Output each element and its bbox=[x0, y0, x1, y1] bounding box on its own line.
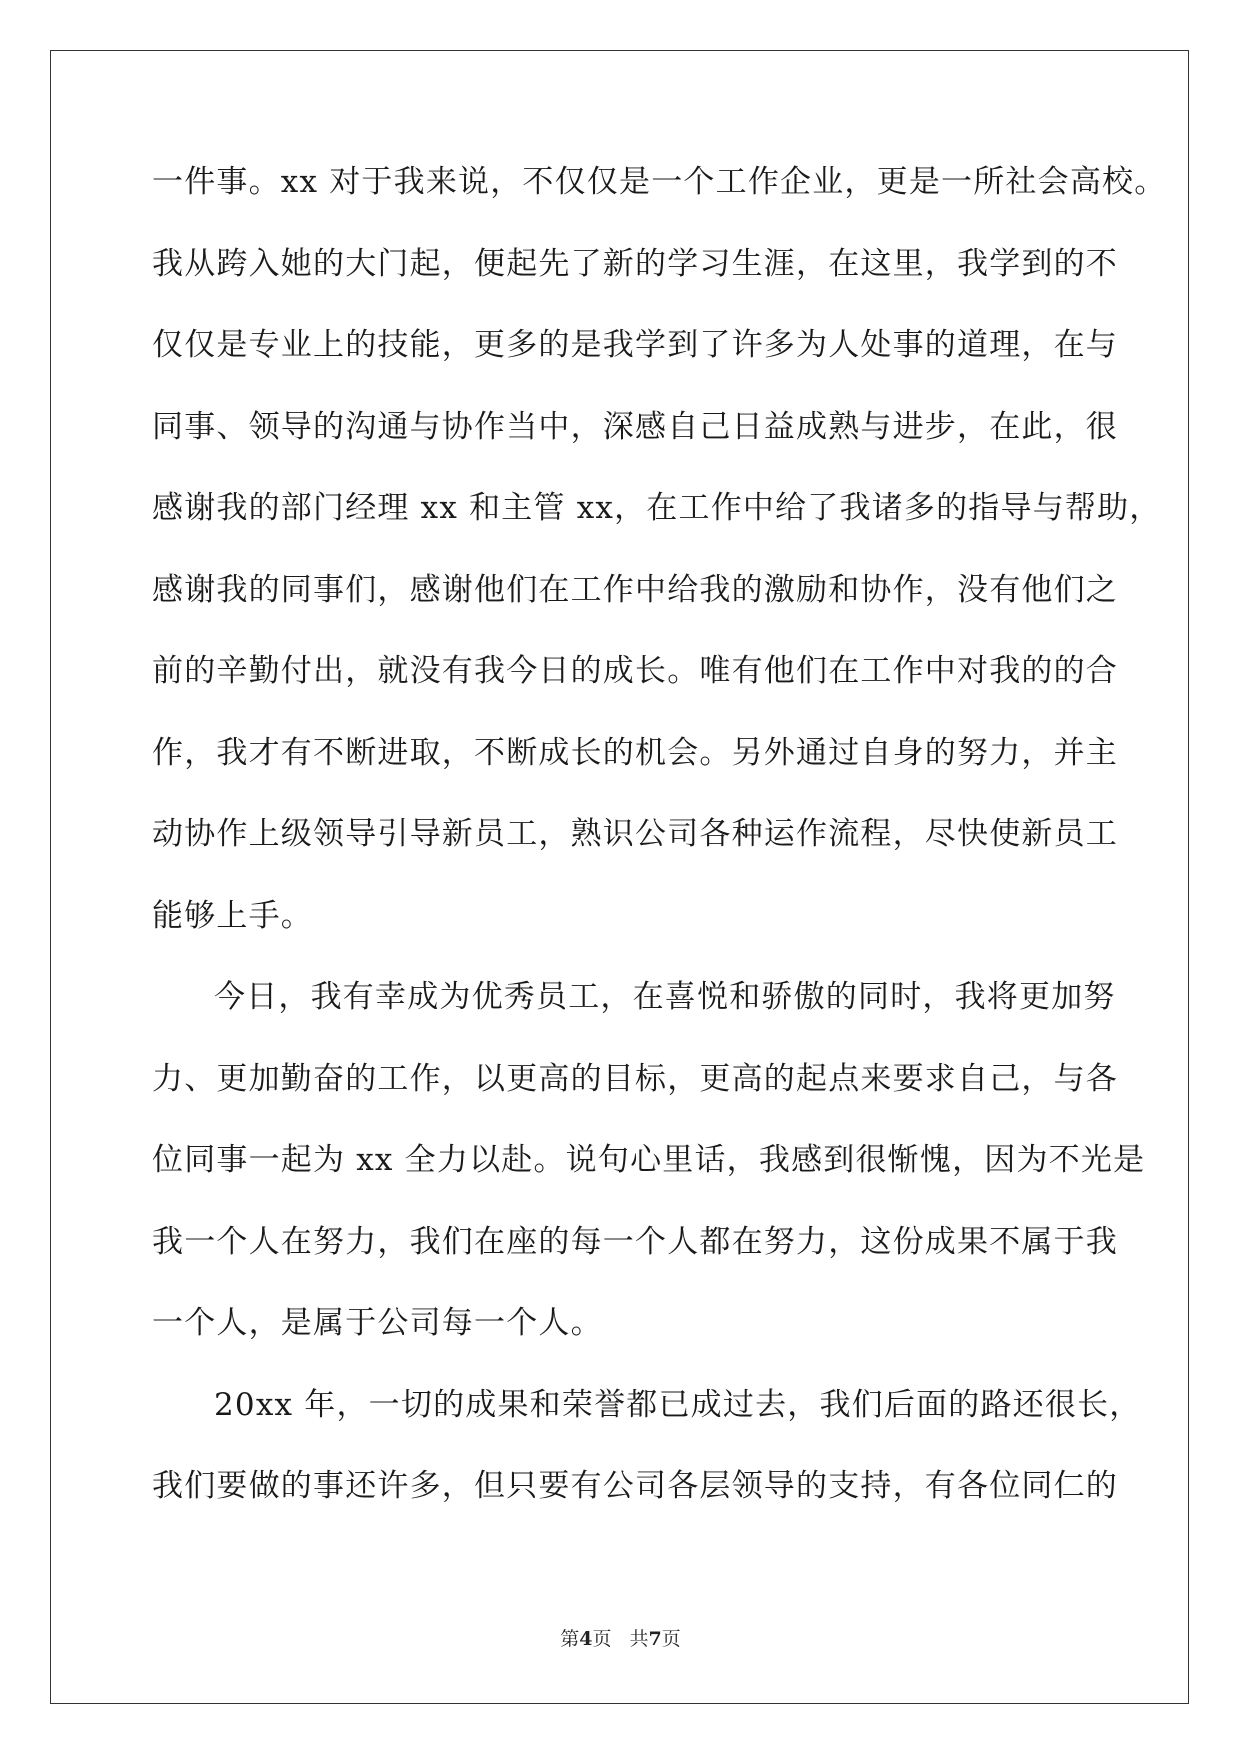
text-line-2: 我从跨入她的大门起，便起先了新的学习生涯，在这里，我学到的不 bbox=[152, 245, 1118, 282]
text-line-4: 同事、领导的沟通与协作当中，深感自己日益成熟与进步，在此，很 bbox=[152, 408, 1118, 445]
text-line-15: 一个人，是属于公司每一个人。 bbox=[152, 1305, 603, 1341]
footer-current-page: 4 bbox=[579, 1628, 593, 1650]
page-footer bbox=[0, 1624, 1241, 1651]
text-line-6: 感谢我的同事们，感谢他们在工作中给我的激励和协作，没有他们之 bbox=[152, 571, 1118, 608]
text-line-9: 动协作上级领导引导新员工，熟识公司各种运作流程，尽快使新员工 bbox=[152, 816, 1118, 852]
footer-total-unit: 页 bbox=[661, 1628, 681, 1650]
text-line-17: 我们要做的事还许多，但只要有公司各层领导的支持，有各位同仁的 bbox=[152, 1468, 1118, 1504]
footer-total-prefix: 共 bbox=[629, 1628, 649, 1650]
footer-total-pages: 7 bbox=[648, 1628, 662, 1650]
text-line-16: 20xx 年，一切的成果和荣誉都已成过去，我们后面的路还很长， bbox=[214, 1386, 1142, 1423]
text-line-11: 今日，我有幸成为优秀员工，在喜悦和骄傲的同时，我将更加努 bbox=[214, 979, 1116, 1015]
footer-prefix: 第 bbox=[560, 1628, 580, 1650]
text-line-14: 我一个人在努力，我们在座的每一个人都在努力，这份成果不属于我 bbox=[152, 1223, 1118, 1260]
text-line-13: 位同事一起为 xx 全力以赴。说句心里话，我感到很惭愧，因为不光是 bbox=[152, 1142, 1146, 1178]
text-line-8: 作，我才有不断进取，不断成长的机会。另外通过自身的努力，并主 bbox=[152, 734, 1118, 771]
text-line-10: 能够上手。 bbox=[152, 897, 313, 934]
text-line-12: 力、更加勤奋的工作，以更高的目标，更高的起点来要求自己，与各 bbox=[152, 1060, 1118, 1097]
text-line-7: 前的辛勤付出，就没有我今日的成长。唯有他们在工作中对我的的合 bbox=[152, 653, 1118, 689]
text-line-5: 感谢我的部门经理 xx 和主管 xx，在工作中给了我诸多的指导与帮助， bbox=[152, 490, 1162, 526]
text-line-3: 仅仅是专业上的技能，更多的是我学到了许多为人处事的道理，在与 bbox=[152, 327, 1118, 363]
footer-page-unit: 页 bbox=[592, 1628, 612, 1650]
text-line-1: 一件事。xx 对于我来说，不仅仅是一个工作企业，更是一所社会高校。 bbox=[152, 164, 1167, 200]
document-body bbox=[152, 163, 1167, 1549]
